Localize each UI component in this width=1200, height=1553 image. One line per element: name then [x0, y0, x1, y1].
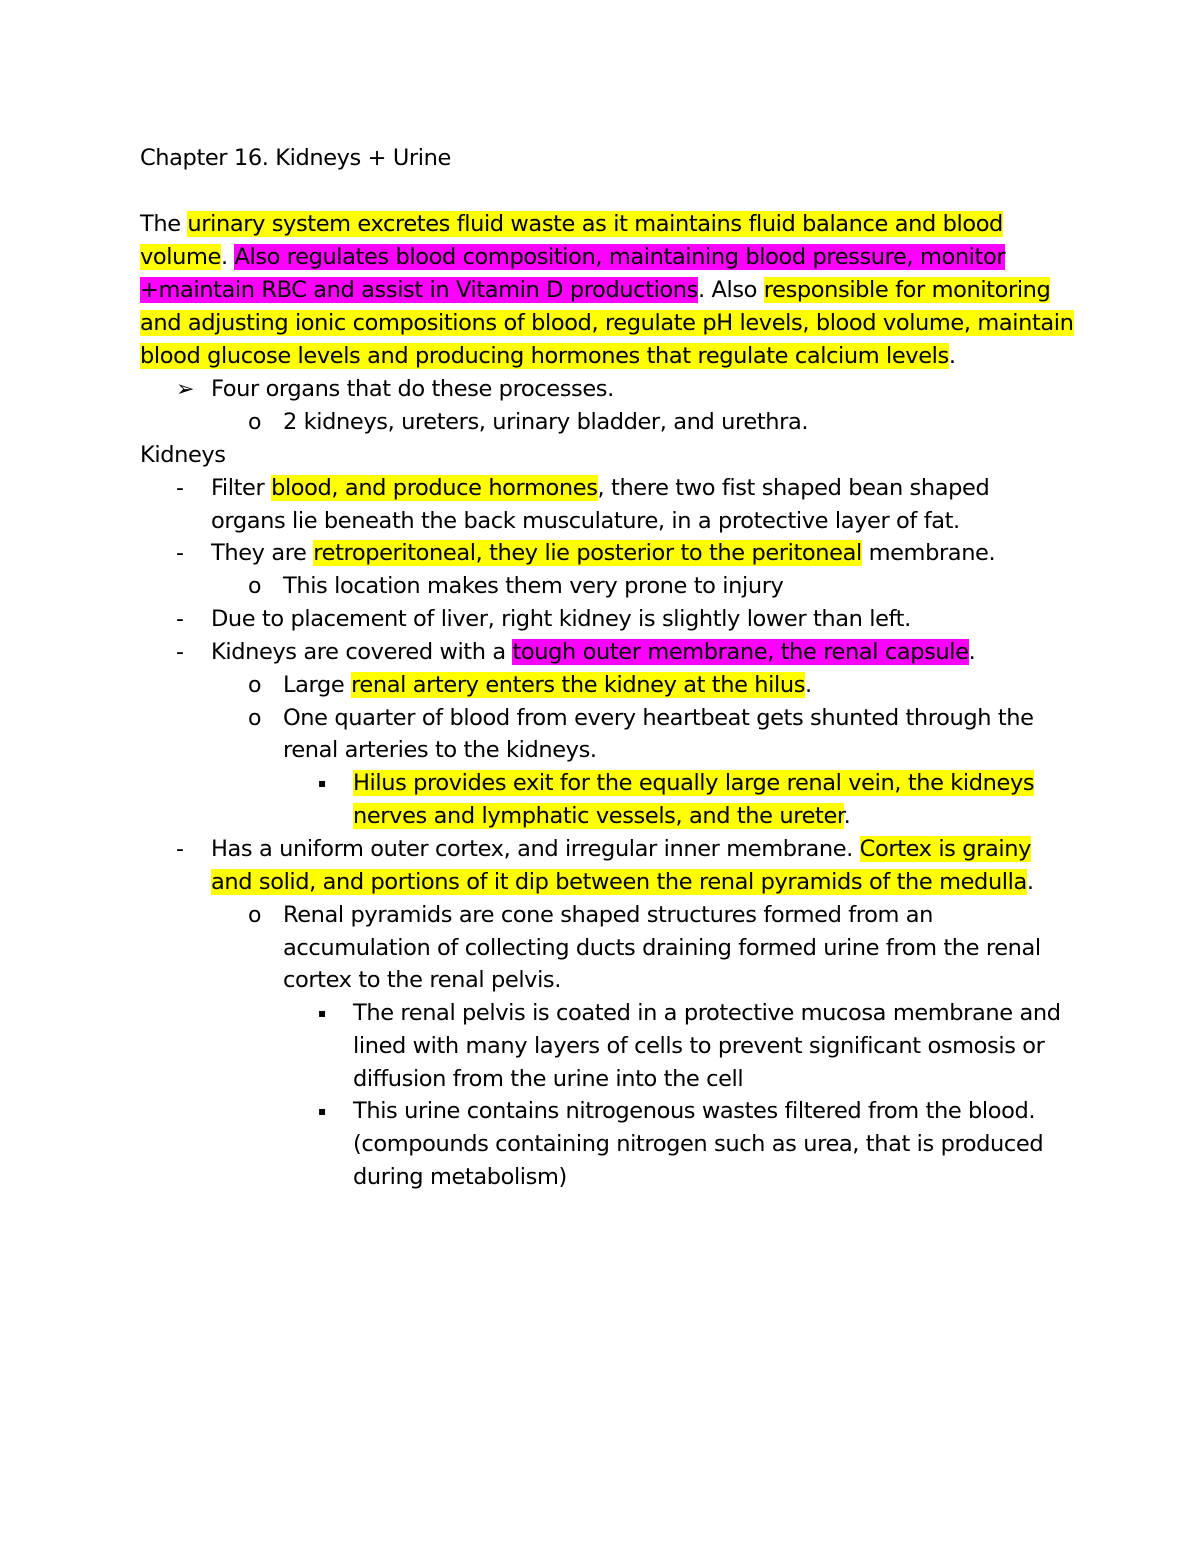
- highlight-yellow: Cortex is grainy: [859, 836, 1032, 862]
- highlight-yellow: urinary system excretes fluid waste as it maintains fluid balance and blood: [187, 211, 1003, 237]
- intro-text: .: [948, 343, 956, 369]
- highlight-yellow: responsible for monitoring: [763, 277, 1051, 303]
- list-item: [211, 833, 1031, 866]
- list-subitem-continuation: renal arteries to the kidneys.: [283, 737, 597, 763]
- dash-bullet-icon: -: [176, 541, 184, 566]
- list-subsubitem-continuation: [353, 800, 850, 833]
- list-subsubitem: [353, 767, 1034, 800]
- circle-bullet-icon: o: [248, 574, 262, 599]
- dash-bullet-icon: -: [176, 640, 184, 665]
- organs-item: Four organs that do these processes.: [211, 376, 614, 402]
- list-subitem: Renal pyramids are cone shaped structures formed from an: [283, 902, 934, 928]
- list-text: Filter: [211, 475, 272, 501]
- list-subitem-continuation: accumulation of collecting ducts draining formed urine from the renal: [283, 935, 1041, 961]
- list-item-continuation: [211, 866, 1034, 899]
- list-text: .: [968, 639, 976, 665]
- highlight-yellow: nerves and lymphatic vessels, and the ureter: [353, 803, 844, 829]
- intro-line-4: [140, 307, 1074, 340]
- list-item: [211, 636, 975, 669]
- intro-text: . Also: [697, 277, 764, 303]
- circle-bullet-icon: o: [248, 903, 262, 928]
- highlight-yellow: Hilus provides exit for the equally large renal vein, the kidneys: [353, 770, 1035, 796]
- list-text: .: [805, 672, 812, 698]
- dash-bullet-icon: -: [176, 607, 184, 632]
- list-text: Has a uniform outer cortex, and irregular inner membrane.: [211, 836, 860, 862]
- list-item: [211, 472, 989, 505]
- document-title: Chapter 16. Kidneys + Urine: [140, 145, 451, 171]
- list-text: Kidneys are covered with a: [211, 639, 513, 665]
- list-subsubitem: This urine contains nitrogenous wastes filtered from the blood.: [353, 1098, 1036, 1124]
- organs-subitem: 2 kidneys, ureters, urinary bladder, and urethra.: [283, 409, 809, 435]
- list-text: Large: [283, 672, 352, 698]
- list-item: Due to placement of liver, right kidney is slightly lower than left.: [211, 606, 911, 632]
- highlight-yellow: renal artery enters the kidney at the hilus: [351, 672, 806, 698]
- highlight-yellow: blood glucose levels and producing hormones that regulate calcium levels: [140, 343, 949, 369]
- list-text: They are: [211, 540, 314, 566]
- dash-bullet-icon: -: [176, 476, 184, 501]
- list-item-continuation: organs lie beneath the back musculature, in a protective layer of fat.: [211, 508, 960, 534]
- square-bullet-icon: ▪: [318, 1104, 327, 1118]
- dash-bullet-icon: -: [176, 837, 184, 862]
- highlight-magenta: +maintain RBC and assist in Vitamin D productions: [140, 277, 698, 303]
- list-text: .: [1026, 869, 1034, 895]
- circle-bullet-icon: o: [248, 706, 262, 731]
- list-item: [211, 537, 995, 570]
- list-subitem-continuation: cortex to the renal pelvis.: [283, 967, 562, 993]
- highlight-yellow: retroperitoneal, they lie posterior to the peritoneal: [313, 540, 862, 566]
- circle-bullet-icon: o: [248, 410, 262, 435]
- arrow-bullet-icon: ➢: [176, 377, 195, 402]
- list-subitem: This location makes them very prone to injury: [283, 573, 784, 599]
- highlight-yellow: and adjusting ionic compositions of blood, regulate pH levels, blood volume, maintain: [140, 310, 1074, 336]
- list-subsubitem: The renal pelvis is coated in a protective mucosa membrane and: [353, 1000, 1061, 1026]
- highlight-yellow: and solid, and portions of it dip between the renal pyramids of the medulla: [211, 869, 1027, 895]
- square-bullet-icon: ▪: [318, 776, 327, 790]
- list-subitem: One quarter of blood from every heartbeat gets shunted through the: [283, 705, 1034, 731]
- intro-line-5: [140, 340, 956, 373]
- intro-text: The: [140, 211, 188, 237]
- list-subsubitem-continuation: diffusion from the urine into the cell: [353, 1066, 744, 1092]
- circle-bullet-icon: o: [248, 673, 262, 698]
- intro-text: .: [220, 244, 235, 270]
- list-subsubitem-continuation: lined with many layers of cells to prevent significant osmosis or: [353, 1033, 1045, 1059]
- highlight-magenta: tough outer membrane, the renal capsule: [512, 639, 969, 665]
- highlight-magenta: Also regulates blood composition, maintaining blood pressure, monitor: [234, 244, 1006, 270]
- list-text: .: [843, 803, 851, 829]
- list-subitem: [283, 669, 812, 702]
- highlight-yellow: blood, and produce hormones: [271, 475, 598, 501]
- intro-line-2: [140, 241, 1005, 274]
- list-subsubitem-continuation: during metabolism): [353, 1164, 567, 1190]
- intro-line-3: [140, 274, 1050, 307]
- highlight-yellow: volume: [140, 244, 221, 270]
- square-bullet-icon: ▪: [318, 1006, 327, 1020]
- list-subsubitem-continuation: (compounds containing nitrogen such as urea, that is produced: [353, 1131, 1044, 1157]
- section-heading-kidneys: Kidneys: [140, 442, 226, 468]
- list-text: membrane.: [861, 540, 996, 566]
- intro-line-1: [140, 208, 1003, 241]
- list-text: , there two fist shaped bean shaped: [597, 475, 990, 501]
